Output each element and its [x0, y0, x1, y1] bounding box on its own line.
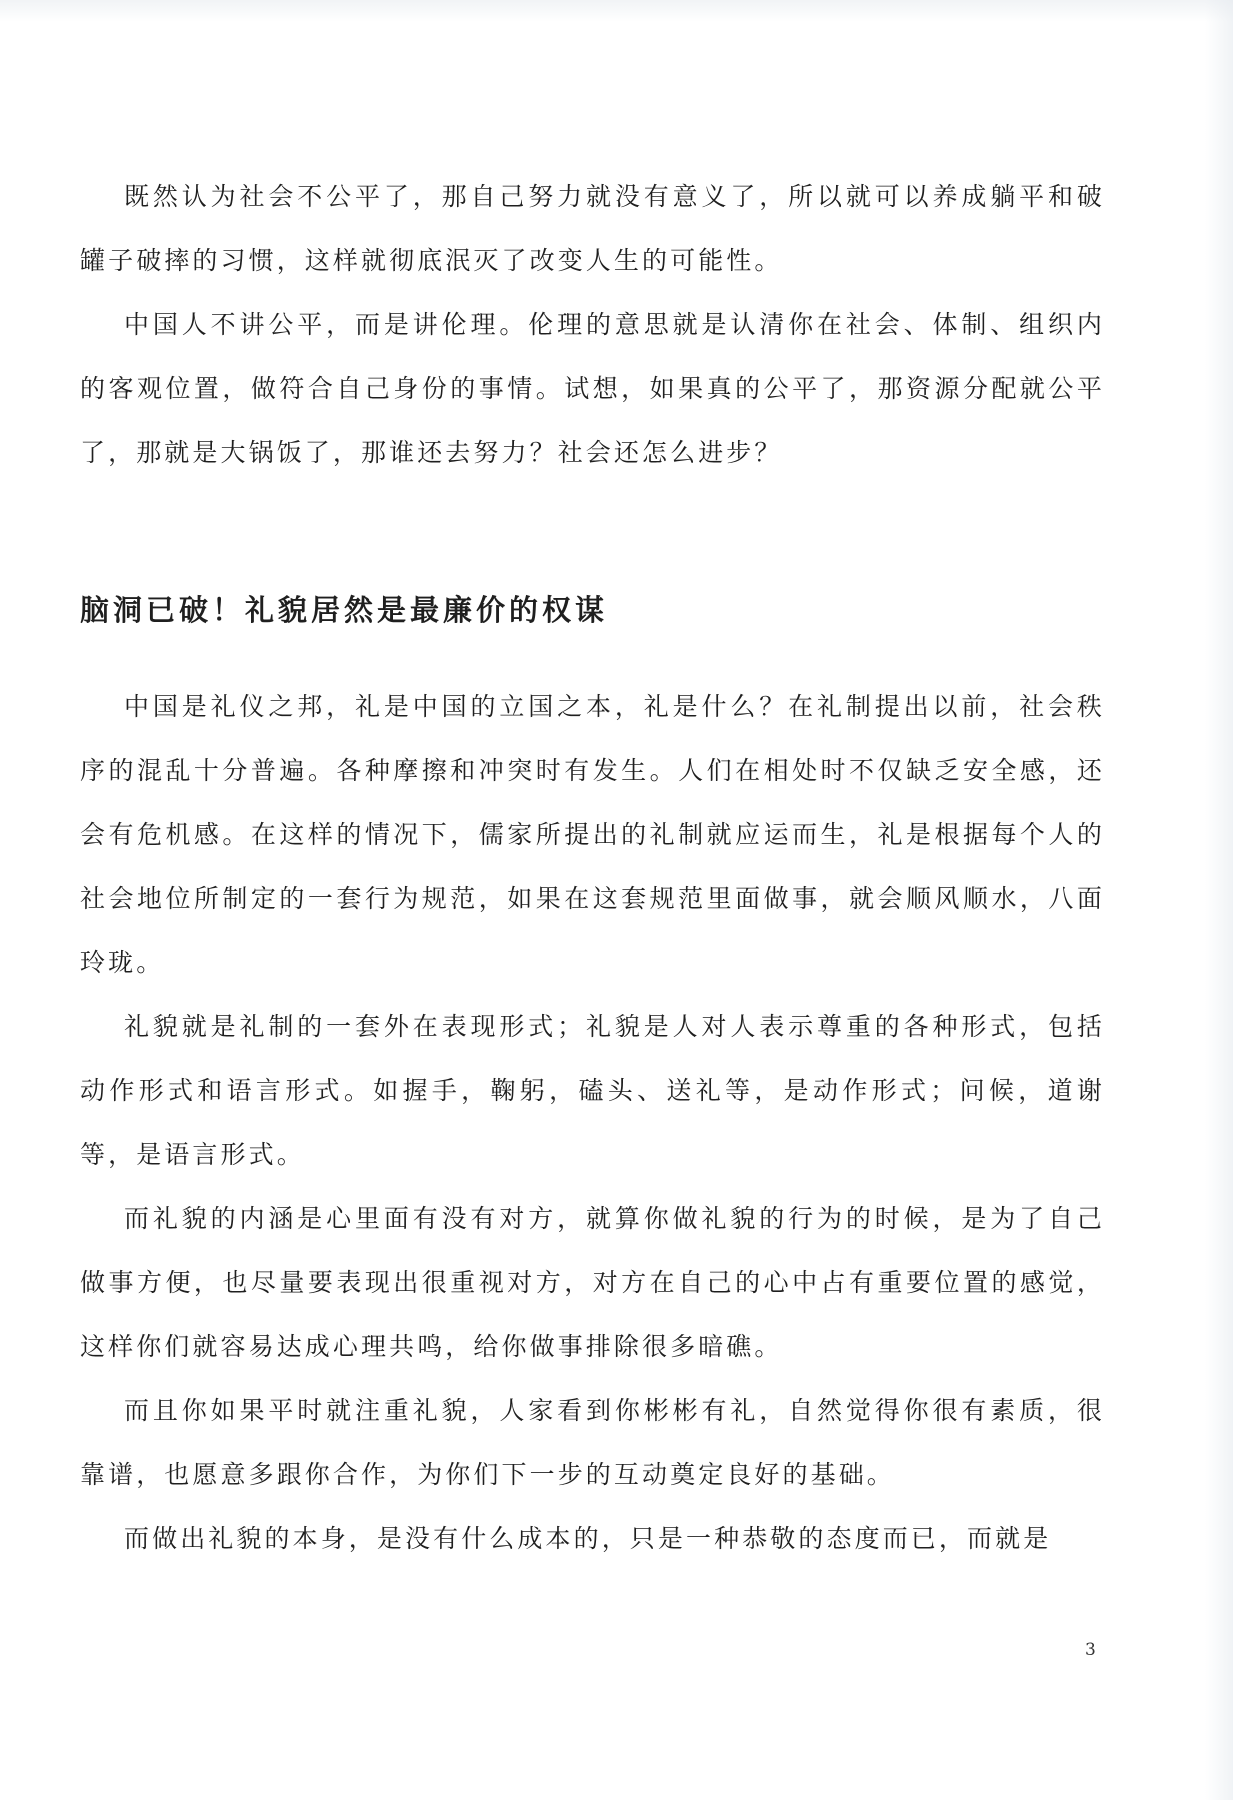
section-heading-wrapper	[80, 590, 1105, 630]
section-paragraphs	[80, 675, 1105, 1571]
paragraph: 中国人不讲公平，而是讲伦理。伦理的意思就是认清你在社会、体制、组织内的客观位置，做符合自己身份的事情。试想，如果真的公平了，那资源分配就公平了，那就是大锅饭了，那谁还去努力？社会还怎么进步？	[80, 310, 1105, 467]
intro-paragraphs	[80, 165, 1105, 485]
scan-shadow-top	[0, 0, 1233, 22]
paragraph: 礼貌就是礼制的一套外在表现形式；礼貌是人对人表示尊重的各种形式，包括动作形式和语言形式。如握手，鞠躬，磕头、送礼等，是动作形式；问候，道谢等，是语言形式。	[80, 1012, 1105, 1169]
page-number: 3	[1085, 1640, 1096, 1660]
section-heading: 脑洞已破！礼貌居然是最廉价的权谋	[80, 593, 609, 627]
paragraph: 而做出礼貌的本身，是没有什么成本的，只是一种恭敬的态度而已，而就是	[124, 1524, 1052, 1553]
paragraph: 既然认为社会不公平了，那自己努力就没有意义了，所以就可以养成躺平和破罐子破摔的习惯，这样就彻底泯灭了改变人生的可能性。	[80, 182, 1105, 275]
scan-shadow-right	[1205, 0, 1233, 1800]
paragraph: 而且你如果平时就注重礼貌，人家看到你彬彬有礼，自然觉得你很有素质，很靠谱，也愿意多跟你合作，为你们下一步的互动奠定良好的基础。	[80, 1396, 1105, 1489]
paragraph: 中国是礼仪之邦，礼是中国的立国之本，礼是什么？在礼制提出以前，社会秩序的混乱十分普遍。各种摩擦和冲突时有发生。人们在相处时不仅缺乏安全感，还会有危机感。在这样的情况下，儒家所提出的礼制就应运而生，礼是根据每个人的社会地位所制定的一套行为规范，如果在这套规范里面做事，就会顺风顺水，八面玲珑。	[80, 692, 1105, 977]
paragraph: 而礼貌的内涵是心里面有没有对方，就算你做礼貌的行为的时候，是为了自己做事方便，也尽量要表现出很重视对方，对方在自己的心中占有重要位置的感觉，这样你们就容易达成心理共鸣，给你做事排除很多暗礁。	[80, 1204, 1105, 1361]
